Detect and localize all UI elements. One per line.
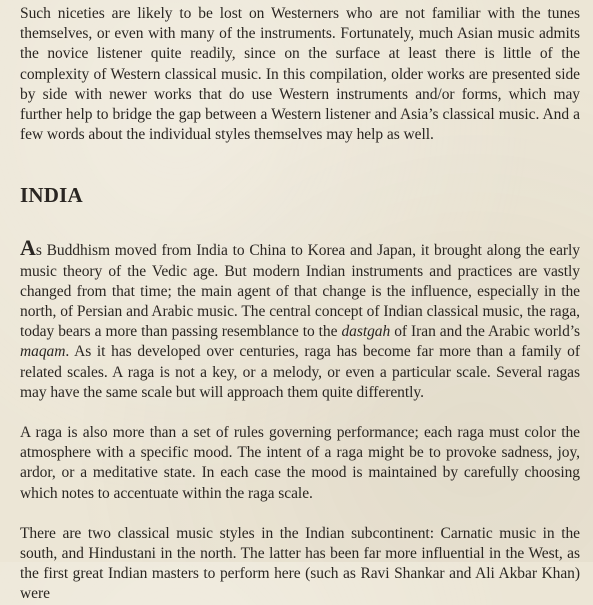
india-paragraph-1 bbox=[20, 235, 581, 403]
term-maqam: maqam bbox=[20, 343, 66, 361]
india-paragraph-1-text-b: of Iran and the Arabic world’s bbox=[390, 323, 581, 341]
drop-cap: A bbox=[20, 235, 36, 261]
india-paragraph-3: There are two classical music styles in the Indian subcontinent: Carnatic music in the south, and Hindustani in the north. The latter has been far more influential in the West, as the first great Indian masters to perform here (such as Ravi Shankar and Ali Akbar Khan) were bbox=[20, 524, 580, 603]
india-paragraph-1-text-a: s Buddhism moved from India to China to Korea and Japan, it brought along the early music theory of the Vedic age. But modern Indian instruments and practices are vastly changed from that time; the main agent of that change is the influence, especially in the north, of Persian and Arabic music. The central concept of Indian classical music, the raga, today bears a more than passing resemblance to the bbox=[20, 242, 580, 341]
section-heading-india: INDIA bbox=[20, 183, 83, 208]
india-paragraph-2: A raga is also more than a set of rules governing performance; each raga must color the atmosphere with a specific mood. The intent of a raga might be to provoke sadness, joy, ardor, or a meditative state. In each case the mood is maintained by carefully choosing which notes to accentuate within the raga scale. bbox=[20, 424, 580, 502]
intro-paragraph: Such niceties are likely to be lost on Westerners who are not familiar with the tunes themselves, or even with many of the instruments. Fortunately, much Asian music admits the novice listener quite readily, since on the surface at least there is little of the complexity of Western classical music. In this compilation, older works are presented side by side with newer works that do use Western instruments and/or forms, which may further help to bridge the gap between a Western listener and Asia’s classical music. And a few words about the individual styles themselves may help as well. bbox=[20, 5, 580, 144]
term-dastgah: dastgah bbox=[341, 323, 391, 341]
india-paragraph-1-text-c: . As it has developed over centuries, raga has become far more than a family of related scales. A raga is not a key, or a melody, or even a particular scale. Several ragas may have the same scale but will approach them quite differently. bbox=[20, 343, 580, 401]
